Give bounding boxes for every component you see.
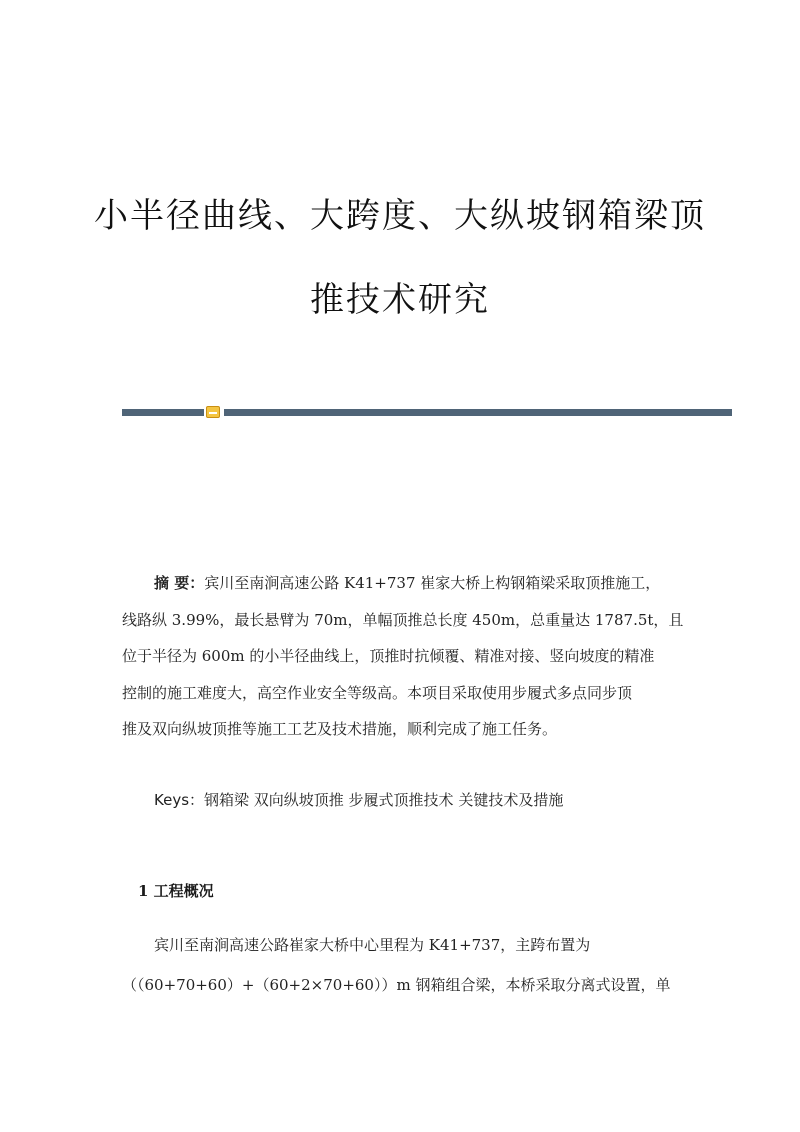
abstract xyxy=(122,565,682,748)
keywords-label: Keys： xyxy=(154,791,205,809)
keywords xyxy=(154,785,563,815)
keywords-text: 钢箱梁 双向纵坡顶推 步履式顶推技术 关键技术及措施 xyxy=(204,791,564,809)
abstract-line xyxy=(122,565,682,602)
document-title-line-1: 小半径曲线、大跨度、大纵坡钢箱梁顶 xyxy=(94,196,706,236)
abstract-line: 控制的施工难度大，高空作业安全等级高。本项目采取使用步履式多点同步顶 xyxy=(122,683,633,702)
section-body xyxy=(122,925,682,1005)
abstract-label: 摘 要： xyxy=(154,574,205,592)
document-title-line-2: 推技术研究 xyxy=(310,280,490,320)
document-icon xyxy=(206,406,220,418)
abstract-line: 推及双向纵坡顶推等施工工艺及技术措施，顺利完成了施工任务。 xyxy=(122,720,558,738)
title-divider-right xyxy=(224,409,732,416)
section-heading: 1 工程概况 xyxy=(138,882,214,900)
title-divider-left xyxy=(122,409,204,416)
body-line: 宾川至南涧高速公路崔家大桥中心里程为 K41+737，主跨布置为 xyxy=(154,936,591,954)
abstract-line: 线路纵 3.99%，最长悬臂为 70m，单幅顶推总长度 450m，总重量达 1787.5t，且 xyxy=(122,610,684,629)
abstract-line: 位于半径为 600m 的小半径曲线上，顶推时抗倾覆、精准对接、竖向坡度的精准 xyxy=(122,647,655,665)
body-line: （（60+70+60）+（60+2×70+60））m 钢箱组合梁，本桥采取分离式设置，单 xyxy=(122,976,671,994)
abstract-text: 宾川至南涧高速公路 K41+737 崔家大桥上构钢箱梁采取顶推施工， xyxy=(204,574,661,592)
